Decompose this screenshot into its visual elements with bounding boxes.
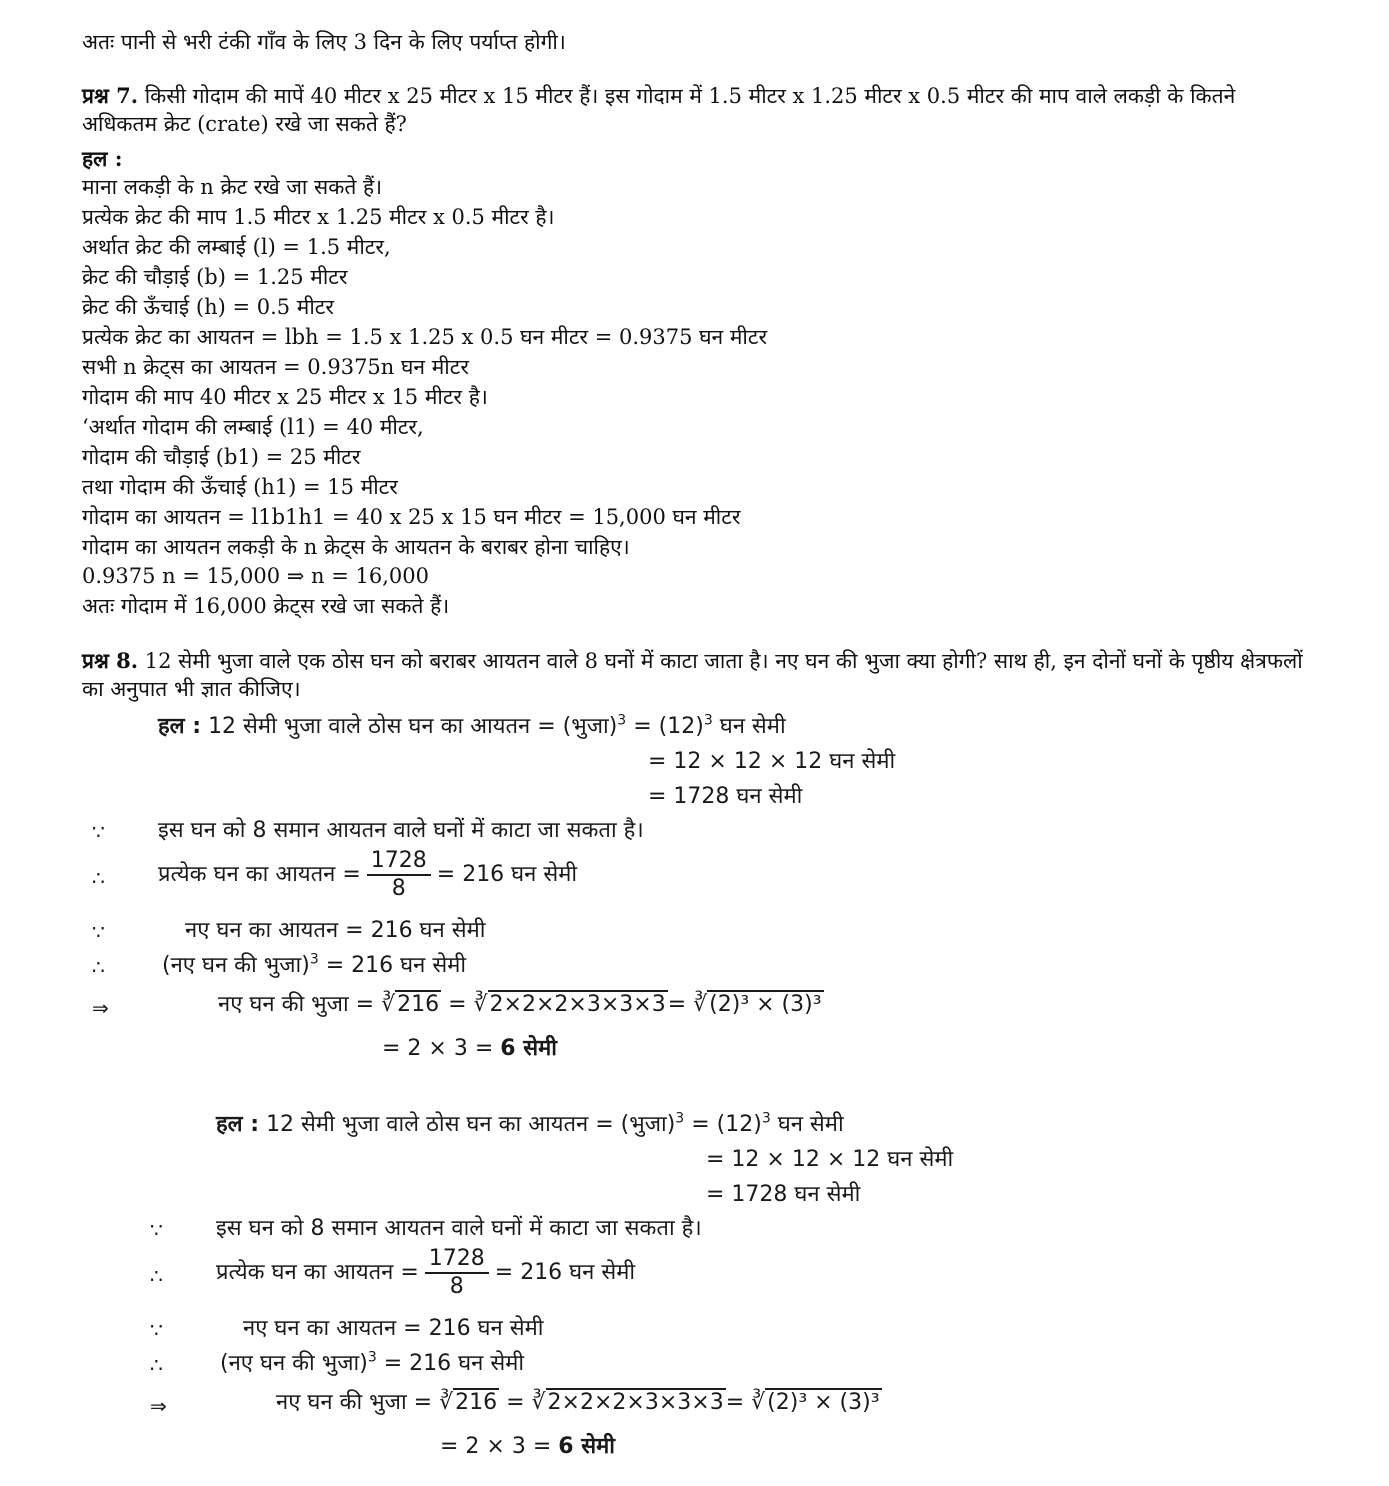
- question-8: [82, 647, 1312, 703]
- radicand: 216: [455, 1390, 498, 1415]
- q7-line: ‘अर्थात गोदाम की लम्बाई (l1) = 40 मीटर,: [82, 415, 424, 439]
- solution-text: = 2 × 3 =: [382, 1036, 501, 1061]
- solution-text: नए घन की भुजा = ∛: [276, 1390, 454, 1415]
- exponent: 3: [761, 1110, 771, 1127]
- q7-line: क्रेट की चौड़ाई (b) = 1.25 मीटर: [82, 265, 348, 289]
- q7-line: गोदाम का आयतन लकड़ी के n क्रेट्स के आयतन के बराबर होना चाहिए।: [82, 535, 630, 559]
- solution-text: नए घन की भुजा = ∛: [218, 992, 396, 1017]
- solution-text: = (12): [626, 714, 704, 739]
- solution-text: = ∛: [667, 992, 708, 1017]
- solution-line-8: [218, 990, 824, 1020]
- solution-line-3: = 1728 घन सेमी: [706, 1182, 861, 1207]
- solution-line-9: [382, 1034, 557, 1064]
- solution-text: घन सेमी: [712, 714, 786, 739]
- q7-line: क्रेट की ऊँचाई (h) = 0.5 मीटर: [82, 295, 334, 319]
- solution-text: (नए घन की भुजा): [162, 953, 310, 978]
- solution-line-1: [216, 1110, 844, 1140]
- q7-line: गोदाम का आयतन = l1b1h1 = 40 x 25 x 15 घन मीटर = 15,000 घन मीटर: [82, 505, 741, 529]
- fraction: [425, 1246, 489, 1300]
- solution-text: 12 सेमी भुजा वाले ठोस घन का आयतन = (भुजा): [208, 714, 618, 739]
- q7-line: प्रत्येक क्रेट की माप 1.5 मीटर x 1.25 मीटर x 0.5 मीटर है।: [82, 205, 555, 229]
- q7-line: माना लकड़ी के n क्रेट रखे जा सकते हैं।: [82, 175, 383, 199]
- therefore-symbol: ∴: [92, 955, 105, 979]
- because-symbol: ∵: [92, 820, 105, 844]
- solution-line-8: [276, 1388, 882, 1418]
- because-symbol: ∵: [150, 1218, 163, 1242]
- solution-line-6: नए घन का आयतन = 216 घन सेमी: [243, 1316, 544, 1341]
- solution-hal: हल :: [216, 1112, 260, 1137]
- solution-text: = ∛: [725, 1390, 766, 1415]
- solution-line-7: [162, 951, 466, 981]
- q7-line: गोदाम की माप 40 मीटर x 25 मीटर x 15 मीटर है।: [82, 385, 488, 409]
- solution-line-4: इस घन को 8 समान आयतन वाले घनों में काटा जा सकता है।: [216, 1216, 702, 1241]
- radicand: (2)³ × (3)³: [767, 1390, 880, 1415]
- exponent: 3: [617, 712, 627, 729]
- because-symbol: ∵: [92, 920, 105, 944]
- solution-line-1: [158, 712, 786, 742]
- q7-line: तथा गोदाम की ऊँचाई (h1) = 15 मीटर: [82, 475, 398, 499]
- solution-hal: हल :: [158, 714, 202, 739]
- solution-text: प्रत्येक घन का आयतन =: [216, 1260, 419, 1285]
- solution-text: घन सेमी: [770, 1112, 844, 1137]
- radicand: 2×2×2×3×3×3: [489, 992, 666, 1017]
- solution-text: = 2 × 3 =: [440, 1434, 559, 1459]
- question-7-label: प्रश्न 7.: [82, 83, 139, 108]
- q7-line: अर्थात क्रेट की लम्बाई (l) = 1.5 मीटर,: [82, 235, 391, 259]
- exponent: 3: [367, 1349, 377, 1366]
- denominator: 8: [391, 876, 406, 901]
- q7-hal: हल :: [82, 146, 123, 171]
- solution-text: = ∛: [441, 992, 488, 1017]
- radicand: 2×2×2×3×3×3: [547, 1390, 724, 1415]
- question-8-label: प्रश्न 8.: [82, 648, 139, 673]
- solution-text: (नए घन की भुजा): [220, 1351, 368, 1376]
- solution-line-7: [220, 1349, 524, 1379]
- exponent: 3: [675, 1110, 685, 1127]
- solution-text: = 216 घन सेमी: [376, 1351, 525, 1376]
- question-8-text: 12 सेमी भुजा वाले एक ठोस घन को बराबर आयतन वाले 8 घनों में काटा जाता है। नए घन की भुजा क्या होगी? साथ ही, इन दोनों घनों के पृष्ठीय क्षेत्रफलों का अनुपात भी ज्ञात कीजिए।: [82, 649, 1303, 701]
- therefore-symbol: ∴: [150, 1353, 163, 1377]
- exponent: 3: [703, 712, 713, 729]
- implies-symbol: ⇒: [150, 1394, 167, 1418]
- radicand: (2)³ × (3)³: [709, 992, 822, 1017]
- solution-line-5: [216, 1246, 635, 1300]
- solution-text: प्रत्येक घन का आयतन =: [158, 862, 361, 887]
- question-7: [82, 82, 1312, 138]
- solution-line-2: = 12 × 12 × 12 घन सेमी: [706, 1147, 954, 1172]
- radicand: 216: [397, 992, 440, 1017]
- q7-line: सभी n क्रेट्स का आयतन = 0.9375n घन मीटर: [82, 355, 469, 379]
- final-answer: 6 सेमी: [558, 1434, 615, 1459]
- q7-line: 0.9375 n = 15,000 ⇒ n = 16,000: [82, 564, 430, 588]
- solution-text: = 216 घन सेमी: [436, 862, 578, 887]
- solution-line-5: [158, 848, 577, 902]
- solution-line-6: नए घन का आयतन = 216 घन सेमी: [185, 918, 486, 943]
- denominator: 8: [449, 1274, 464, 1299]
- q7-line: प्रत्येक क्रेट का आयतन = lbh = 1.5 x 1.25 x 0.5 घन मीटर = 0.9375 घन मीटर: [82, 325, 768, 349]
- therefore-symbol: ∴: [92, 866, 105, 890]
- fraction: [367, 848, 431, 902]
- solution-text: 12 सेमी भुजा वाले ठोस घन का आयतन = (भुजा): [266, 1112, 676, 1137]
- question-7-text: किसी गोदाम की मापें 40 मीटर x 25 मीटर x 15 मीटर हैं। इस गोदाम में 1.5 मीटर x 1.25 मीटर x 0.5 मीटर की माप वाले लकड़ी के कितने अधिकतम क्रेट (crate) रखे जा सकते हैं?: [82, 84, 1236, 136]
- solution-line-3: = 1728 घन सेमी: [648, 784, 803, 809]
- because-symbol: ∵: [150, 1318, 163, 1342]
- solution-text: = 216 घन सेमी: [494, 1260, 636, 1285]
- numerator: 1728: [425, 1246, 489, 1274]
- implies-symbol: ⇒: [92, 996, 109, 1020]
- top-line: अतः पानी से भरी टंकी गाँव के लिए 3 दिन के लिए पर्याप्त होगी।: [82, 30, 566, 54]
- solution-line-9: [440, 1432, 615, 1462]
- final-answer: 6 सेमी: [500, 1036, 557, 1061]
- q7-line: गोदाम की चौड़ाई (b1) = 25 मीटर: [82, 445, 361, 469]
- numerator: 1728: [367, 848, 431, 876]
- solution-text: = (12): [684, 1112, 762, 1137]
- therefore-symbol: ∴: [150, 1264, 163, 1288]
- solution-text: = ∛: [499, 1390, 546, 1415]
- q7-line: अतः गोदाम में 16,000 क्रेट्स रखे जा सकते हैं।: [82, 594, 450, 618]
- solution-line-4: इस घन को 8 समान आयतन वाले घनों में काटा जा सकता है।: [158, 818, 644, 843]
- exponent: 3: [309, 951, 319, 968]
- solution-line-2: = 12 × 12 × 12 घन सेमी: [648, 749, 896, 774]
- solution-text: = 216 घन सेमी: [318, 953, 467, 978]
